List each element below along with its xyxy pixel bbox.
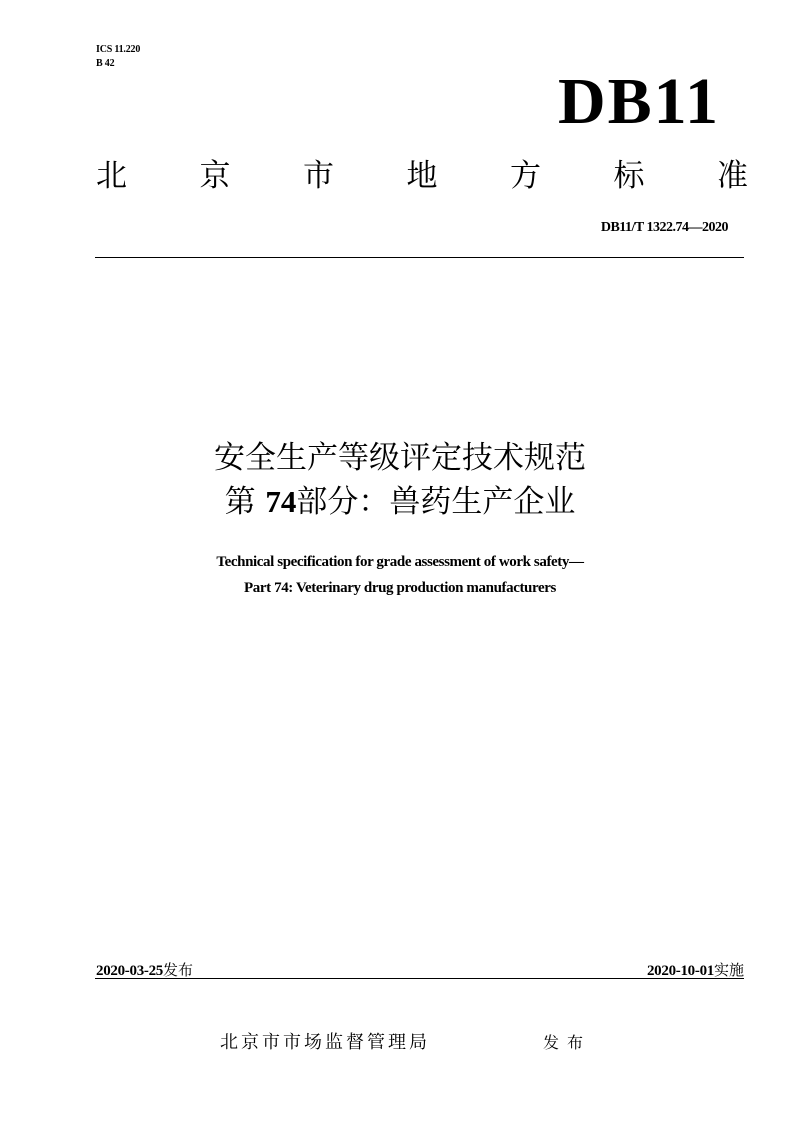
standard-type-char: 地 bbox=[406, 158, 438, 194]
implement-label: 实施 bbox=[713, 961, 744, 979]
title-cn-line1: 安全生产等级评定技术规范 bbox=[214, 440, 586, 476]
classification-codes bbox=[96, 43, 140, 71]
title-chinese bbox=[0, 436, 800, 524]
standard-type-char: 准 bbox=[717, 158, 748, 194]
standard-type-char: 标 bbox=[613, 158, 645, 194]
issue-date: 2020-03-25 bbox=[96, 963, 163, 979]
standard-type-char: 北 bbox=[96, 158, 127, 194]
implement-date: 2020-10-01 bbox=[646, 963, 714, 979]
standard-type-char: 方 bbox=[510, 158, 541, 194]
publisher-name: 北京市市场监督管理局 bbox=[220, 1032, 430, 1053]
publish-verb: 发布 bbox=[543, 1033, 592, 1052]
ccs-code: B 42 bbox=[96, 58, 115, 69]
footer-divider bbox=[95, 978, 744, 979]
standard-number: DB11/T 1322.74—2020 bbox=[600, 220, 728, 235]
title-cn-part-number: 74 bbox=[265, 484, 297, 519]
standard-type-char: 京 bbox=[199, 158, 231, 194]
title-en-line2: Part 74: Veterinary drug production manufacturers bbox=[244, 580, 556, 596]
ics-code: ICS 11.220 bbox=[96, 44, 141, 55]
header-divider bbox=[95, 257, 744, 258]
standard-type-heading bbox=[96, 154, 748, 198]
db11-logo: DB11 bbox=[557, 65, 720, 138]
issue-label: 发布 bbox=[163, 961, 194, 979]
standard-type-char: 市 bbox=[303, 158, 334, 194]
title-english bbox=[0, 549, 800, 601]
title-cn-line2 bbox=[0, 480, 800, 524]
title-en-line1: Technical specification for grade assessment of work safety— bbox=[216, 554, 584, 570]
title-cn-part-prefix: 第 bbox=[224, 484, 256, 520]
title-cn-part-suffix: 部分：兽药生产企业 bbox=[296, 484, 576, 520]
